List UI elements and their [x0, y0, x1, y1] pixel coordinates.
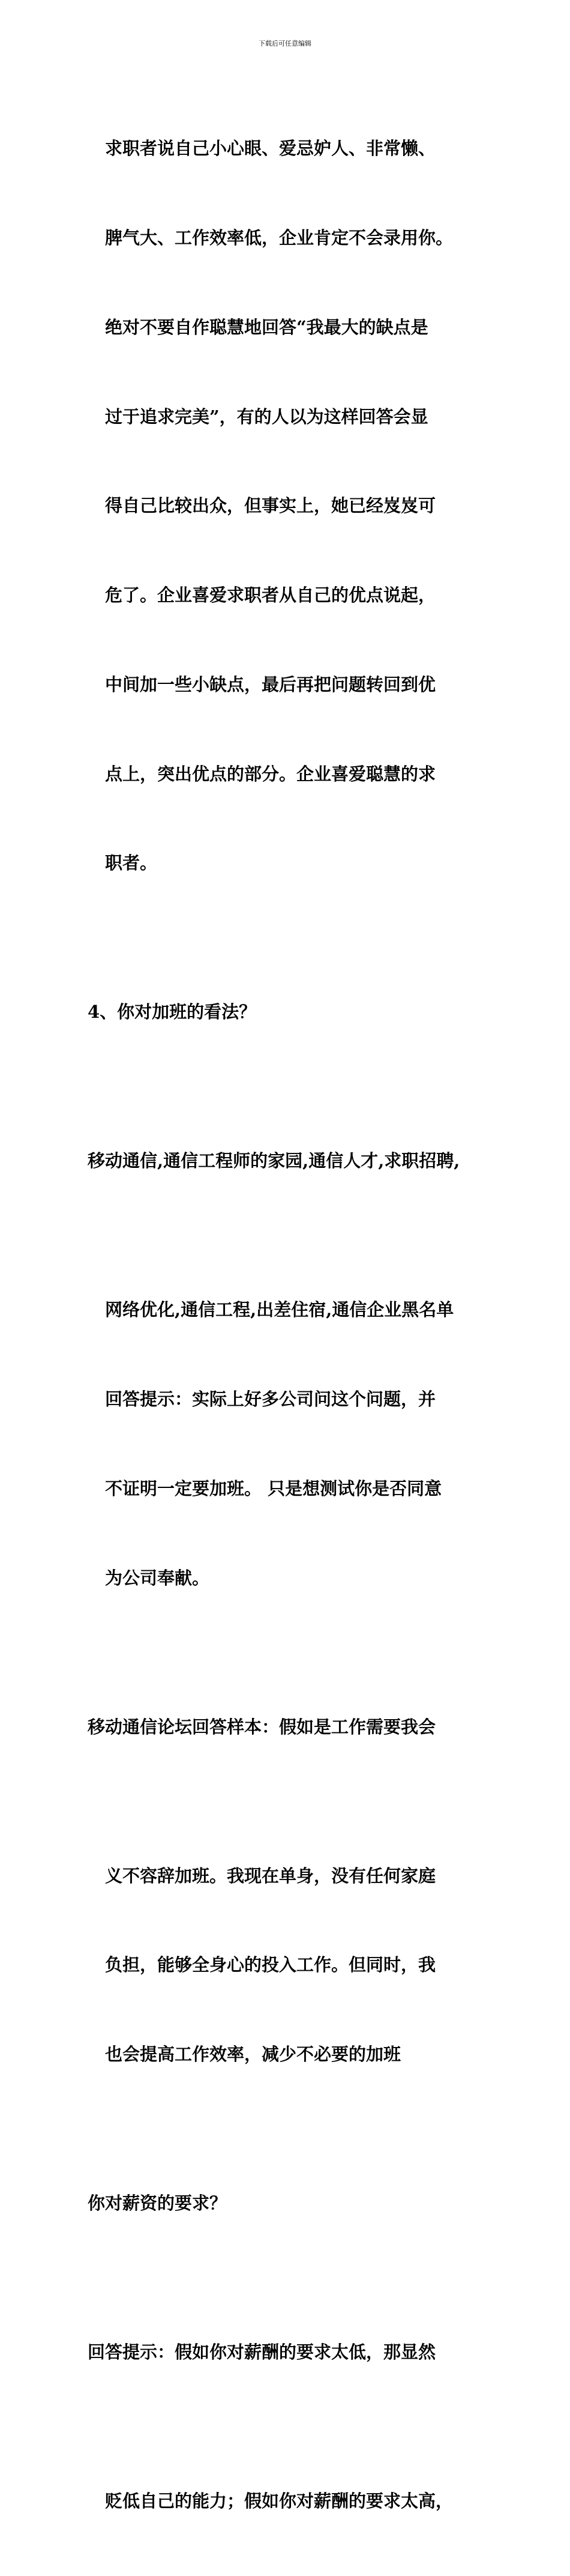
text-line: 你对薪资的要求？	[88, 2193, 227, 2214]
page-header-note: 下载后可任意编辑	[259, 40, 311, 47]
paragraph-weakness-answer	[0, 74, 570, 938]
ad-line	[0, 1087, 570, 1236]
text-line: 过于追求完美”，有的人以为这样回答会显	[105, 406, 428, 427]
text-line: 回答提示：假如你对薪酬的要求太低，那显然	[88, 2342, 436, 2363]
text-line: 义不容辞加班。我现在单身，没有任何家庭	[105, 1865, 436, 1886]
text-line: 4、你对加班的看法？	[88, 1002, 257, 1023]
sample-answer-heading	[0, 1652, 570, 1801]
text-line: 回答提示：实际上好多公司问这个问题，并	[105, 1389, 436, 1410]
question-salary-heading	[0, 2129, 570, 2278]
text-line: 中间加一些小缺点，最后再把问题转回到优	[105, 674, 436, 695]
text-line: 网络优化,通信工程,出差住宿,通信企业黑名单	[105, 1299, 454, 1320]
text-line: 移动通信,通信工程师的家园,通信人才,求职招聘,	[88, 1150, 460, 1172]
text-line: 求职者说自己小心眼、爱忌妒人、非常懒、	[105, 138, 436, 159]
text-line: 职者。	[105, 853, 158, 874]
text-line: 负担，能够全身心的投入工作。但同时，我	[105, 1955, 436, 1976]
paragraph-overtime-hint	[0, 1236, 570, 1652]
text-line: 点上，突出优点的部分。企业喜爱聪慧的求	[105, 763, 436, 784]
text-line: 为公司奉献。	[105, 1567, 210, 1588]
text-line: 不证明一定要加班。 只是想测试你是否同意	[105, 1478, 442, 1499]
text-line: 得自己比较出众，但事实上，她已经岌岌可	[105, 495, 436, 516]
question-overtime-heading	[0, 938, 570, 1087]
paragraph-salary-hint	[0, 2427, 570, 2576]
document-body	[0, 74, 570, 2576]
text-line: 绝对不要自作聪慧地回答“我最大的缺点是	[105, 316, 428, 337]
text-line: 危了。企业喜爱求职者从自己的优点说起，	[105, 585, 436, 606]
text-line: 脾气大、工作效率低，企业肯定不会录用你。	[105, 227, 454, 248]
text-line: 也会提高工作效率，减少不必要的加班	[105, 2044, 401, 2065]
salary-hint-heading	[0, 2278, 570, 2427]
text-line: 贬低自己的能力；假如你对薪酬的要求太高，	[105, 2491, 454, 2512]
paragraph-sample-answer	[0, 1801, 570, 2129]
text-line: 移动通信论坛回答样本：假如是工作需要我会	[88, 1716, 436, 1737]
